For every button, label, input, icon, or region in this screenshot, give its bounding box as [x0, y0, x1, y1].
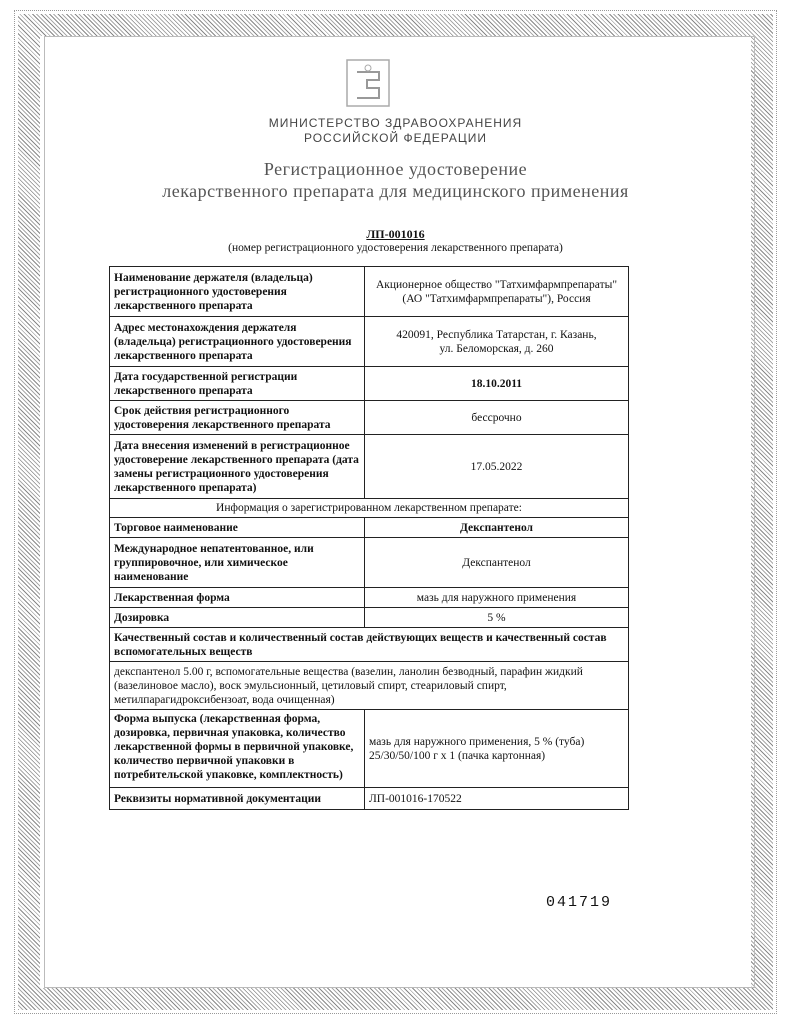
- document-title-line-1: Регистрационное удостоверение: [263, 159, 528, 179]
- release-form-label: Форма выпуска (лекарственная форма, дозировка, первичная упаковка, количество лекарственной формы в первичной упаковке, количество первичной упаковки в потребительской упаковке, комплектность): [110, 710, 365, 788]
- serial-number: 041719: [546, 894, 613, 911]
- drug-info-heading: Информация о зарегистрированном лекарственном препарате:: [110, 499, 629, 518]
- table-row: [110, 401, 629, 435]
- inn-label: Международное непатентованное, или группировочное, или химическое наименование: [110, 538, 365, 588]
- inn-value: Декспантенол: [365, 538, 629, 588]
- certificate-table: [109, 266, 629, 810]
- table-row: [110, 267, 629, 317]
- table-row: [110, 608, 629, 628]
- table-row: [110, 628, 629, 662]
- holder-name-line-2: (АО "Татхимфармпрепараты"), Россия: [402, 292, 591, 305]
- dosage-value: 5 %: [365, 608, 629, 628]
- registration-date-label: Дата государственной регистрации лекарственного препарата: [110, 367, 365, 401]
- changes-date-label: Дата внесения изменений в регистрационное удостоверение лекарственного препарата (дата замены регистрационного удостоверения лекарственного препарата): [110, 435, 365, 499]
- table-row: [110, 317, 629, 367]
- registration-number: ЛП-001016: [366, 227, 425, 241]
- table-row: [110, 435, 629, 499]
- holder-name-label: Наименование держателя (владельца) регистрационного удостоверения лекарственного препарата: [110, 267, 365, 317]
- holder-address-line-2: ул. Беломорская, д. 260: [439, 342, 554, 355]
- dosage-form-value: мазь для наружного применения: [365, 588, 629, 608]
- trade-name-label: Торговое наименование: [110, 518, 365, 538]
- document-title-line-2: лекарственного препарата для медицинского применения: [162, 181, 629, 201]
- table-row: [110, 518, 629, 538]
- composition-heading: Качественный состав и количественный состав действующих веществ и качественный состав вспомогательных веществ: [110, 628, 629, 662]
- validity-value: бессрочно: [365, 401, 629, 435]
- ministry-line-1: МИНИСТЕРСТВО ЗДРАВООХРАНЕНИЯ: [268, 116, 523, 130]
- ministry-line-2: РОССИЙСКОЙ ФЕДЕРАЦИИ: [303, 131, 488, 145]
- release-form-line-2: 25/30/50/100 г x 1 (пачка картонная): [369, 749, 546, 762]
- holder-address-label: Адрес местонахождения держателя (владельца) регистрационного удостоверения лекарственного препарата: [110, 317, 365, 367]
- table-row: [110, 662, 629, 710]
- dosage-form-label: Лекарственная форма: [110, 588, 365, 608]
- changes-date-value: 17.05.2022: [365, 435, 629, 499]
- normative-doc-value: ЛП-001016-170522: [365, 788, 629, 810]
- holder-name-line-1: Акционерное общество "Татхимфармпрепараты": [375, 278, 618, 291]
- registration-date-value: 18.10.2011: [365, 367, 629, 401]
- holder-address-value: [365, 317, 629, 367]
- registration-number-note: (номер регистрационного удостоверения лекарственного препарата): [228, 242, 563, 254]
- table-row: [110, 367, 629, 401]
- normative-doc-label: Реквизиты нормативной документации: [110, 788, 365, 810]
- table-row: [110, 499, 629, 518]
- composition-value: декспантенол 5.00 г, вспомогательные вещества (вазелин, ланолин безводный, парафин жидкий (вазелиновое масло), воск эмульсионный, цетиловый спирт, стеариловый спирт, метилпарагидроксибензоат, вода очищенная): [110, 662, 629, 710]
- validity-label: Срок действия регистрационного удостоверения лекарственного препарата: [110, 401, 365, 435]
- release-form-value: [365, 710, 629, 788]
- dosage-label: Дозировка: [110, 608, 365, 628]
- trade-name-value: Декспантенол: [365, 518, 629, 538]
- emblem-icon: [345, 58, 391, 108]
- table-row: [110, 710, 629, 788]
- table-row: [110, 588, 629, 608]
- table-row: [110, 538, 629, 588]
- table-row: [110, 788, 629, 810]
- release-form-line-1: мазь для наружного применения, 5 % (туба): [369, 735, 585, 748]
- holder-address-line-1: 420091, Республика Татарстан, г. Казань,: [396, 328, 597, 341]
- holder-name-value: [365, 267, 629, 317]
